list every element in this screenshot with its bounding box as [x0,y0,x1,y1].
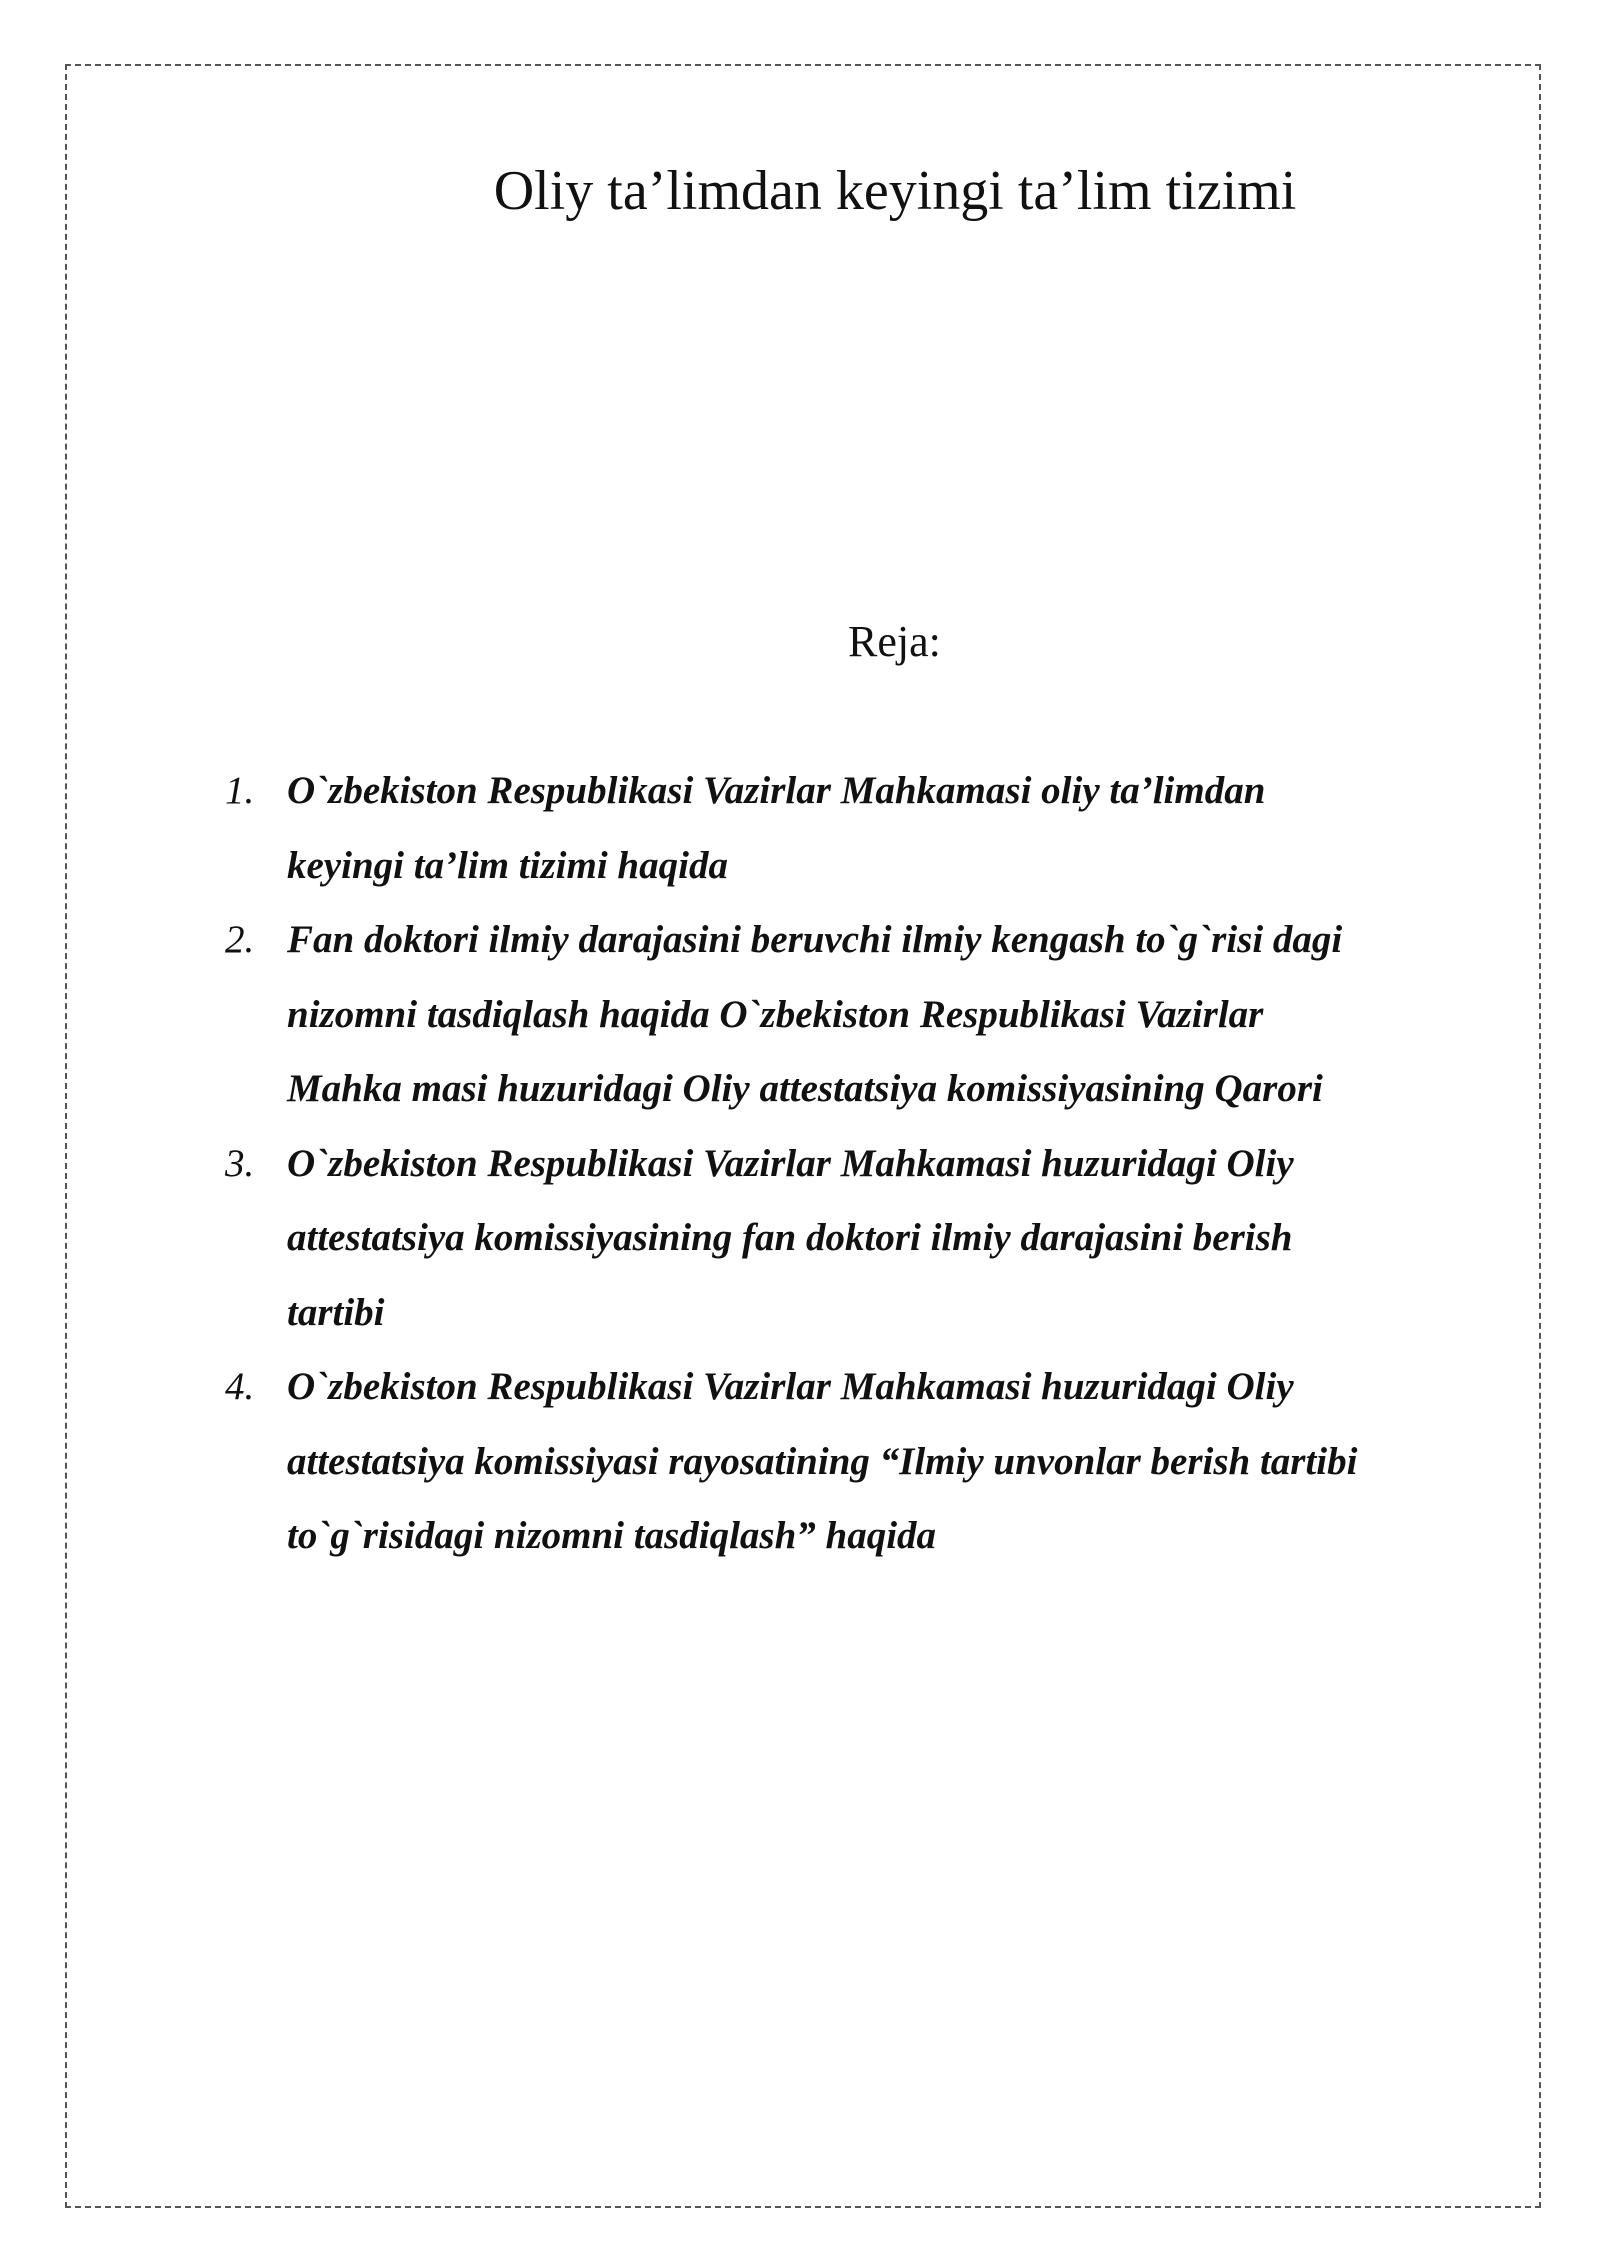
plan-item-number: 1. [225,769,255,812]
plan-item-4 [225,1350,1495,1574]
plan-item-number: 4. [225,1365,255,1408]
plan-item-number: 2. [225,918,255,961]
plan-item-1 [225,754,1495,903]
document-title [0,156,1600,226]
plan-item-text: Fan doktori ilmiy darajasini beruvchi ilmiy kengash to`g`risi dagi nizomni tasdiqlash haqida O`zbekiston Respublikasi Vazirlar Mahka masi huzuridagi Oliy attestatsiya komissiyasining Qarori [287,918,1343,1110]
plan-heading: Reja: [848,617,941,666]
plan-item-text: O`zbekiston Respublikasi Vazirlar Mahkamasi huzuridagi Oliy attestatsiya komissiyasi rayosatining “Ilmiy unvonlar berish tartibi to`g`risidagi nizomni tasdiqlash” haqida [287,1365,1358,1557]
plan-item-number: 3. [225,1141,255,1185]
plan-item-3 [225,1127,1495,1351]
document-title-text: Oliy ta’limdan keyingi ta’lim tizimi [493,160,1297,222]
plan-item-text: O`zbekiston Respublikasi Vazirlar Mahkamasi oliy ta’limdan keyingi ta’lim tizimi haqida [287,769,1266,887]
plan-item-text: O`zbekiston Respublikasi Vazirlar Mahkamasi huzuridagi Oliy attestatsiya komissiyasining fan doktori ilmiy darajasini berish tartibi [287,1141,1294,1334]
plan-item-2 [225,903,1495,1127]
plan-list [225,754,1495,1574]
